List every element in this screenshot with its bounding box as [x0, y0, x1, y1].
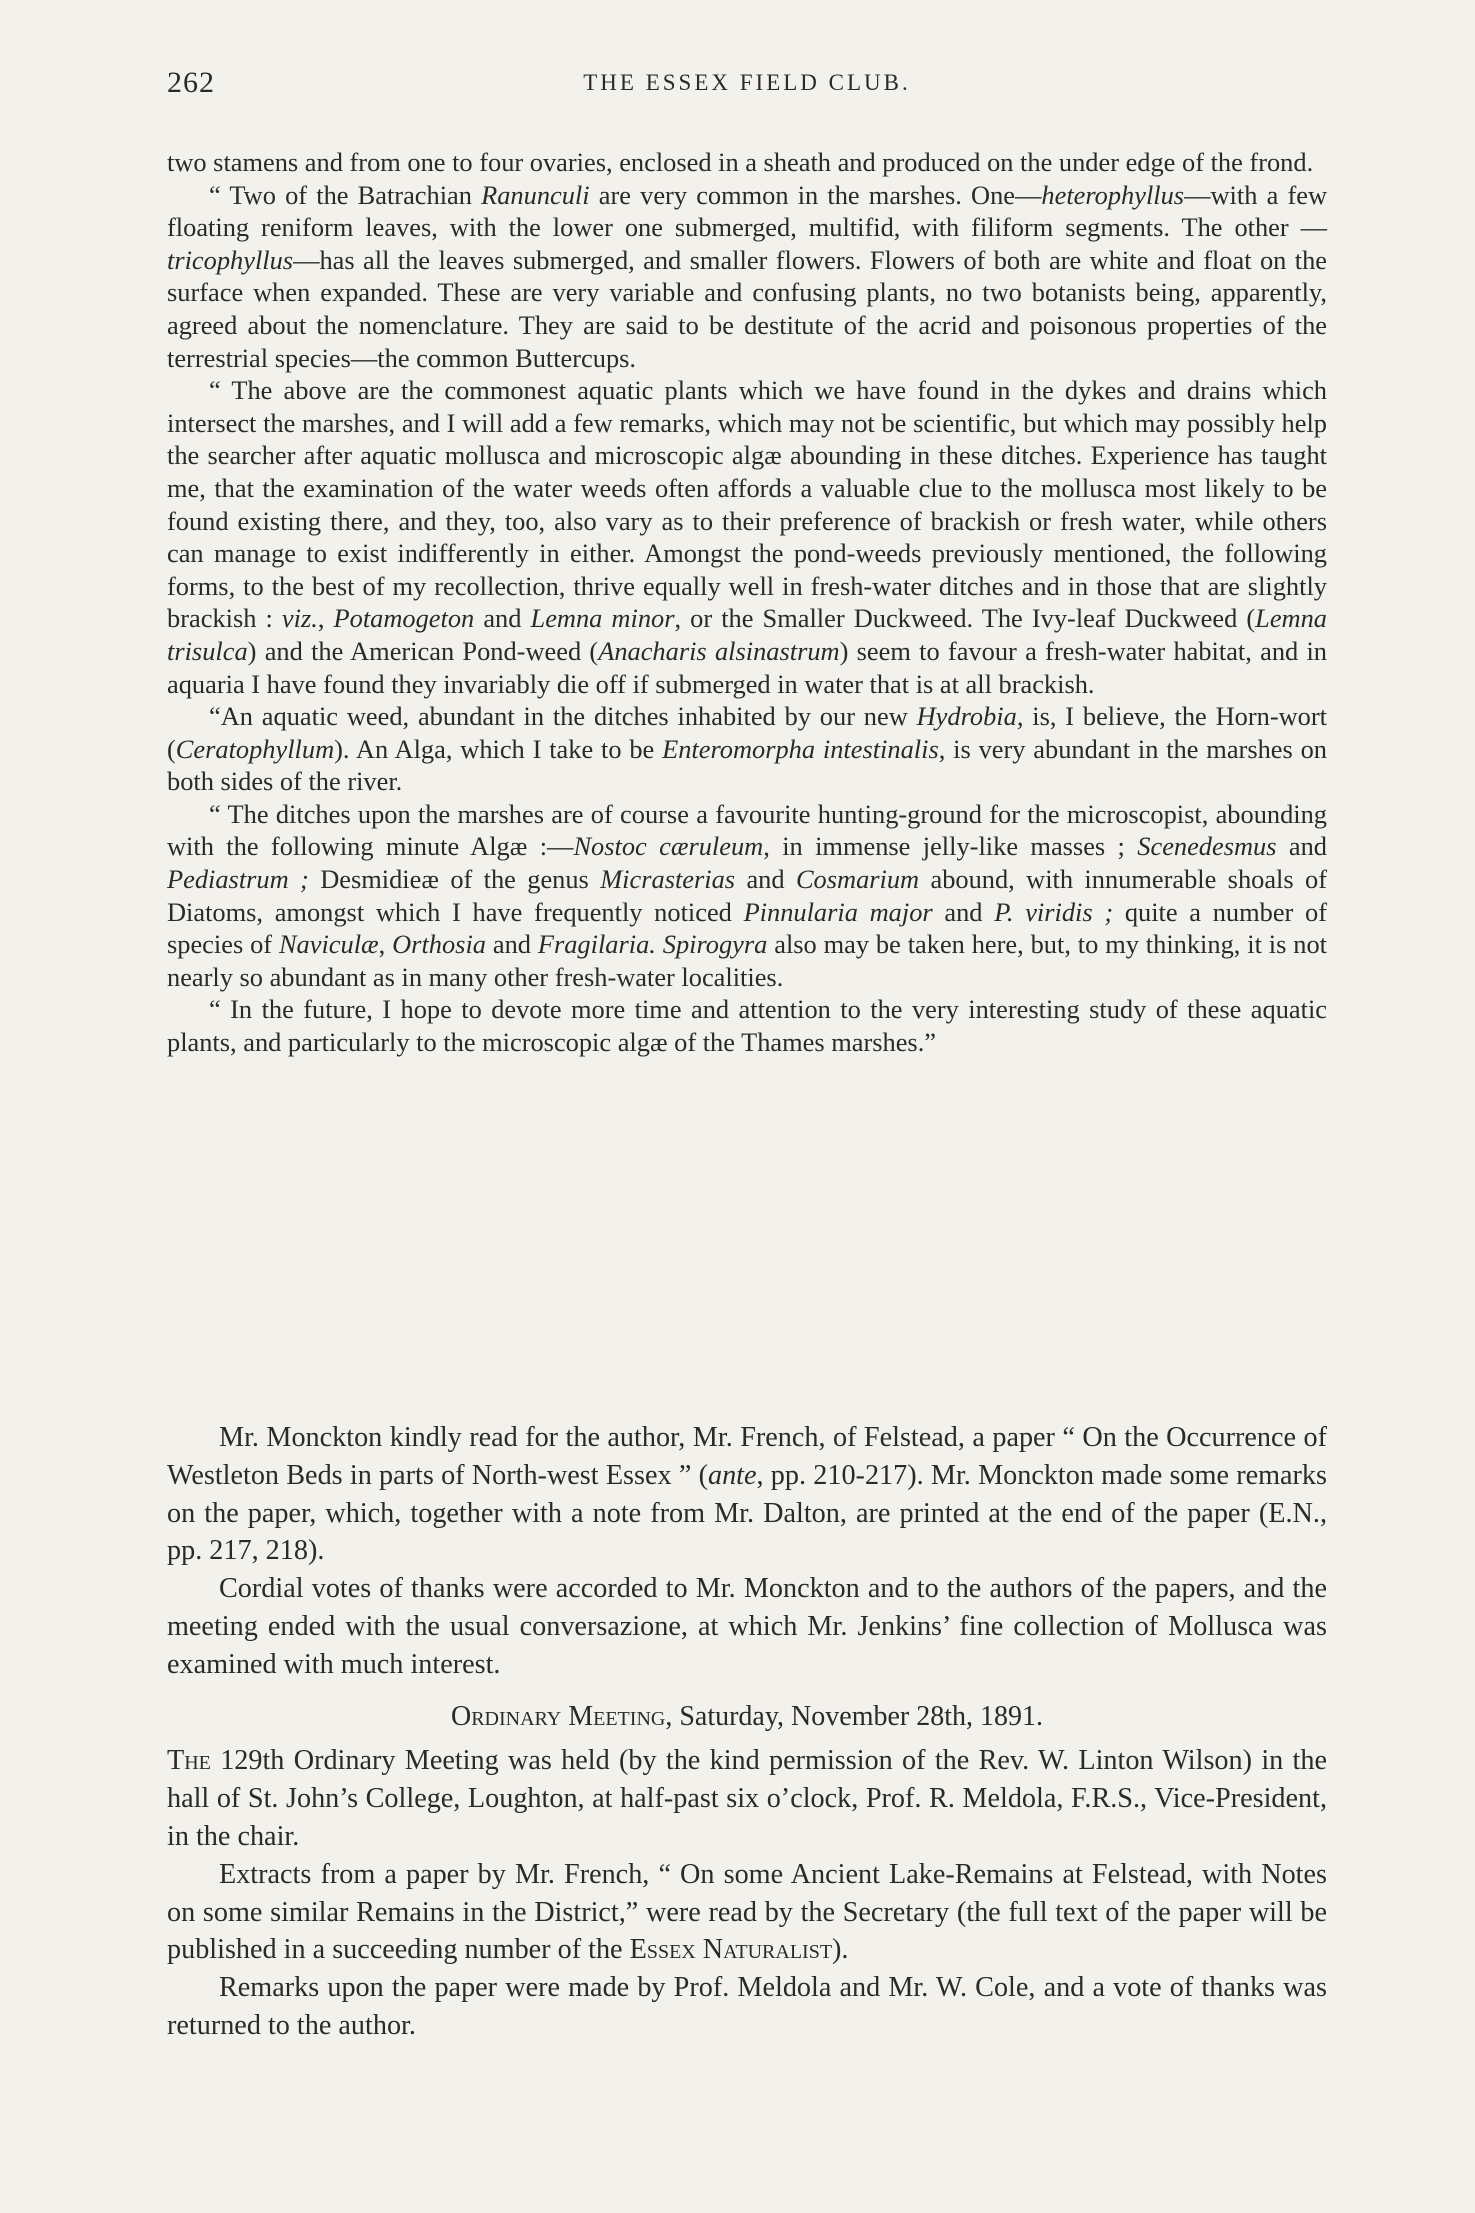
taxon-name: Hydrobia [916, 701, 1017, 732]
paragraph: Mr. Monckton kindly read for the author, Mr. French, of Felstead, a paper “ On the Occurrence of Westleton Beds in parts of North-west Essex ” (ante, pp. 210-217). Mr. Monckton made some remarks on the paper, which, together with a note from Mr. Dalton, are printed at the end of the paper (E.N., pp. 217, 218). [167, 1422, 1327, 1567]
taxon-name: Lemna minor [530, 603, 675, 634]
page-header [167, 66, 1327, 116]
taxon-name: Pediastrum ; [167, 864, 309, 895]
paragraph: “ In the future, I hope to devote more time and attention to the very interesting study of these aquatic plants, and particularly to the microscopic algæ of the Thames marshes.” [167, 994, 1327, 1058]
paragraph: “An aquatic weed, abundant in the ditches inhabited by our new Hydrobia, is, I believe, the Horn-wort (Ceratophyllum). An Alga, which I take to be Enteromorpha intestinalis, is very abundant in the marshes on both sides of the river. [167, 701, 1328, 797]
section-heading: Ordinary Meeting, Saturday, November 28th, 1891. [451, 1700, 1043, 1732]
taxon-name: Anacharis alsinastrum [598, 635, 840, 666]
paragraph: “ Two of the Batrachian Ranunculi are very common in the marshes. One—heterophyllus—with a few floating reniform leaves, with the lower one submerged, multifid, with filiform segments. The other —tricophyllus—has all the leaves submerged, and smaller flowers. Flowers of both are white and float on the surface when expanded. These are very variable and confusing plants, no two botanists being, apparently, agreed about the nomenclature. They are said to be destitute of the acrid and poisonous properties of the terrestrial species—the common Buttercups. [167, 179, 1328, 373]
paragraph: Cordial votes of thanks were accorded to Mr. Monckton and to the authors of the papers, and the meeting ended with the usual conversazione, at which Mr. Jenkins’ fine collection of Mollusca was examined with much interest. [167, 1573, 1327, 1680]
taxon-name: Fragilaria. [537, 929, 656, 960]
taxon-name: Naviculæ [278, 929, 379, 960]
paragraph: Extracts from a paper by Mr. French, “ On some Ancient Lake-Remains at Felstead, with Notes on some similar Remains in the District,” were read by the Secretary (the full text of the paper will be published in a succeeding number of the Essex Naturalist). [167, 1858, 1327, 1966]
taxon-name: Enteromorpha intestinalis [662, 733, 939, 764]
taxon-name: Lemna trisulca [167, 603, 1327, 666]
taxon-name: Scenedesmus [1137, 831, 1277, 862]
running-head: THE ESSEX FIELD CLUB. [583, 70, 911, 95]
taxon-name: Spirogyra [662, 929, 768, 960]
proceedings-text [167, 1419, 1327, 2045]
page-number: 262 [167, 66, 215, 99]
taxon-name: tricophyllus [167, 244, 294, 275]
paragraph: The 129th Ordinary Meeting was held (by the kind permission of the Rev. W. Linton Wilson) in the hall of St. John’s College, Loughton, at half-past six o’clock, Prof. R. Meldola, F.R.S., Vice-President, in the chair. [167, 1745, 1327, 1852]
taxon-name: Nostoc cæruleum [573, 831, 764, 862]
taxon-name: Pinnularia major [743, 896, 933, 927]
taxon-name: Ranunculi [481, 179, 590, 210]
taxon-name: Micrasterias [600, 864, 736, 895]
taxon-name: P. viridis ; [994, 896, 1114, 927]
taxon-name: Cosmarium [795, 864, 920, 895]
taxon-name: Potamogeton [333, 603, 475, 634]
paragraph: Remarks upon the paper were made by Prof. Meldola and Mr. W. Cole, and a vote of thanks was returned to the author. [167, 1972, 1327, 2041]
taxon-name: Orthosia [392, 929, 486, 960]
paragraph: two stamens and from one to four ovaries, enclosed in a sheath and produced on the under edge of the frond. [167, 147, 1314, 177]
taxon-name: heterophyllus [1041, 179, 1185, 210]
taxon-name: Ceratophyllum [175, 733, 335, 764]
paragraph: “ The above are the commonest aquatic plants which we have found in the dykes and drains which intersect the marshes, and I will add a few remarks, which may not be scientific, but which may possibly help the searcher after aquatic mollusca and microscopic algæ abounding in these ditches. Experience has taught me, that the examination of the water weeds often affords a valuable clue to the mollusca most likely to be found existing there, and they, too, also vary as to their preference of brackish or fresh water, while others can manage to exist indifferently in either. Amongst the pond-weeds previously mentioned, the following forms, to the best of my recollection, thrive equally well in fresh-water ditches and in those that are slightly brackish : viz., Potamogeton and Lemna minor, or the Smaller Duckweed. The Ivy-leaf Duckweed (Lemna trisulca) and the American Pond-weed (Anacharis alsinastrum) seem to favour a fresh-water habitat, and in aquaria I have found they invariably die off if submerged in water that is at all brackish. [167, 375, 1328, 699]
paragraph: “ The ditches upon the marshes are of course a favourite hunting-ground for the microscopist, abounding with the following minute Algæ :—Nostoc cæruleum, in immense jelly-like masses ; Scenedesmus and Pediastrum ; Desmidieæ of the genus Micrasterias and Cosmarium abound, with innumerable shoals of Diatoms, amongst which I have frequently noticed Pinnularia major and P. viridis ; quite a number of species of Naviculæ, Orthosia and Fragilaria. Spirogyra also may be taken here, but, to my thinking, it is not nearly so abundant as in many other fresh-water localities. [167, 798, 1328, 992]
quoted-text [167, 146, 1327, 1059]
